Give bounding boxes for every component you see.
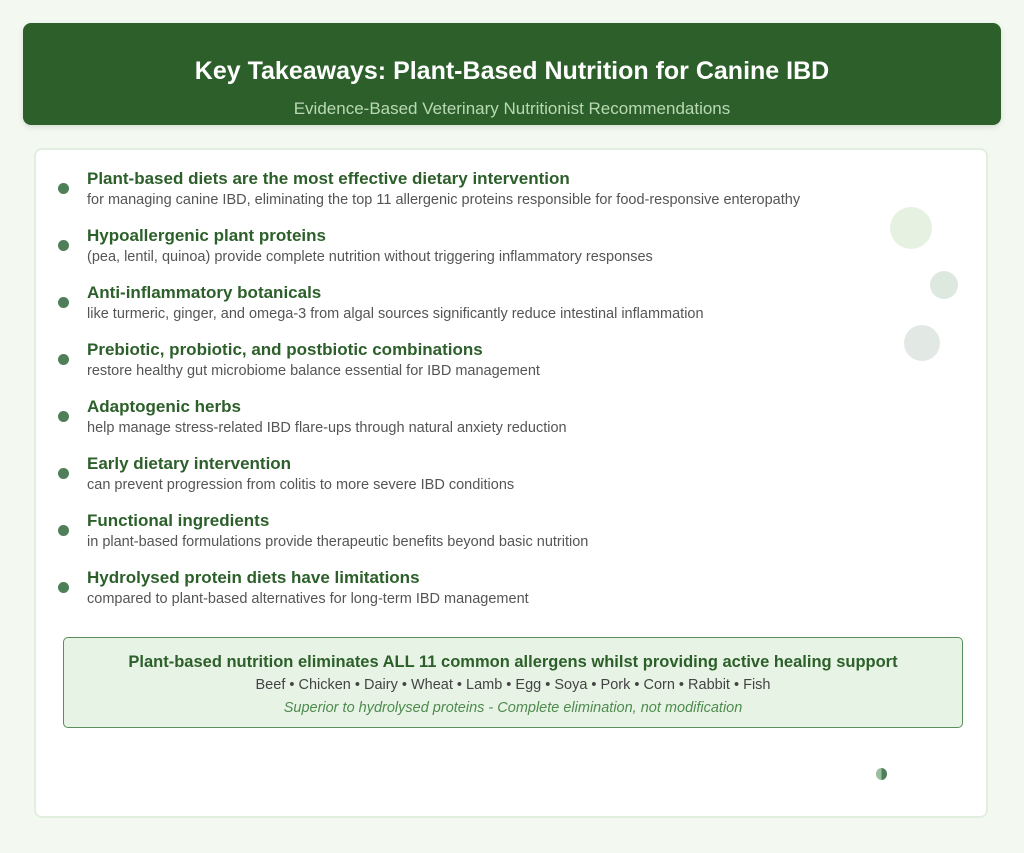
takeaway-description: like turmeric, ginger, and omega-3 from algal sources significantly reduce intestinal inflammation	[87, 306, 704, 322]
allergen-list: Beef • Chicken • Dairy • Wheat • Lamb • Egg • Soya • Pork • Corn • Rabbit • Fish	[255, 677, 771, 693]
takeaway-title: Hypoallergenic plant proteins	[87, 226, 326, 245]
takeaway-description: help manage stress-related IBD flare-ups through natural anxiety reduction	[87, 420, 567, 436]
takeaway-item	[36, 567, 986, 617]
bullet-dot-icon	[58, 297, 69, 308]
takeaway-item	[36, 453, 986, 503]
takeaway-item	[36, 339, 986, 389]
takeaway-description: can prevent progression from colitis to more severe IBD conditions	[87, 477, 515, 493]
takeaway-description: compared to plant-based alternatives for long-term IBD management	[87, 591, 529, 607]
bullet-dot-icon	[58, 468, 69, 479]
takeaway-item	[36, 225, 986, 275]
page-subtitle: Evidence-Based Veterinary Nutritionist Recommendations	[293, 99, 731, 118]
takeaway-description: in plant-based formulations provide therapeutic benefits beyond basic nutrition	[87, 534, 589, 550]
bullet-dot-icon	[58, 354, 69, 365]
takeaway-title: Early dietary intervention	[87, 454, 292, 473]
takeaway-title: Anti-inflammatory botanicals	[87, 283, 322, 302]
bullet-dot-icon	[58, 411, 69, 422]
bullet-dot-icon	[58, 183, 69, 194]
takeaways-card	[34, 148, 988, 818]
header-banner	[23, 23, 1001, 125]
takeaway-title: Hydrolysed protein diets have limitations	[87, 568, 420, 587]
takeaway-title: Functional ingredients	[87, 511, 270, 530]
bullet-dot-icon	[58, 582, 69, 593]
page-title: Key Takeaways: Plant-Based Nutrition for Canine IBD	[194, 57, 830, 85]
takeaway-description: (pea, lentil, quinoa) provide complete nutrition without triggering inflammatory responses	[87, 249, 653, 265]
takeaway-item	[36, 510, 986, 560]
bullet-dot-icon	[58, 525, 69, 536]
takeaway-title: Prebiotic, probiotic, and postbiotic combinations	[87, 340, 483, 359]
takeaway-title: Plant-based diets are the most effective dietary intervention	[87, 169, 570, 188]
highlight-title: Plant-based nutrition eliminates ALL 11 common allergens whilst providing active healing support	[128, 653, 898, 671]
takeaway-description: for managing canine IBD, eliminating the top 11 allergenic proteins responsible for food-responsive enteropathy	[87, 192, 801, 208]
takeaway-item	[36, 396, 986, 446]
takeaway-title: Adaptogenic herbs	[87, 397, 241, 416]
takeaway-item	[36, 168, 986, 218]
leaf-icon	[876, 768, 887, 780]
takeaway-description: restore healthy gut microbiome balance essential for IBD management	[87, 363, 540, 379]
highlight-note: Superior to hydrolysed proteins - Complete elimination, not modification	[283, 700, 743, 716]
bullet-dot-icon	[58, 240, 69, 251]
takeaway-item	[36, 282, 986, 332]
allergen-highlight-box	[63, 637, 963, 728]
